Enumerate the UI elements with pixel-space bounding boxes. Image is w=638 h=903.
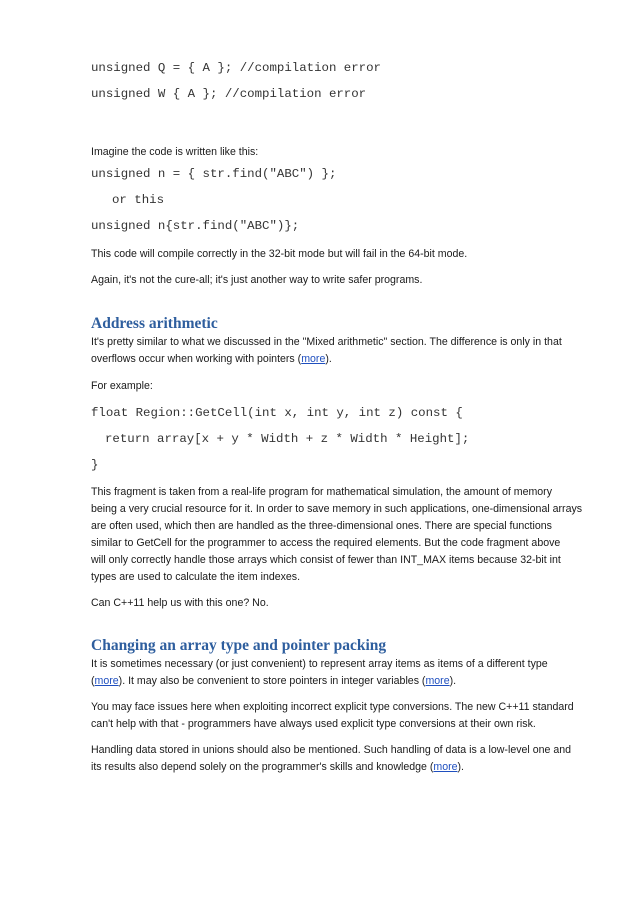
more-link[interactable]: more — [433, 761, 458, 773]
more-link[interactable]: more — [301, 353, 326, 365]
paragraph: This code will compile correctly in the 32-bit mode but will fail in the 64-bit mode. — [91, 248, 468, 260]
paragraph-line: It is sometimes necessary (or just convenient) to represent array items as items of a different type — [91, 658, 548, 670]
paragraph-line — [91, 675, 456, 687]
code-line: or this — [112, 193, 165, 207]
text-run: overflows occur when working with pointers ( — [91, 353, 302, 365]
paragraph: For example: — [91, 380, 153, 392]
more-link[interactable]: more — [94, 675, 119, 687]
text-run: ). — [449, 675, 457, 687]
code-line: unsigned Q = { A }; //compilation error — [91, 61, 381, 75]
code-line: unsigned W { A }; //compilation error — [91, 87, 367, 101]
paragraph-line: similar to GetCell for the programmer to access the required elements. But the code fragment above — [91, 537, 561, 549]
text-run: ). — [457, 761, 464, 773]
paragraph-line: will only correctly handle those arrays which consist of fewer than INT_MAX items because 32-bit int — [91, 554, 561, 566]
text-run: ( — [91, 675, 95, 687]
paragraph: Again, it's not the cure-all; it's just another way to write safer programs. — [91, 274, 423, 286]
paragraph-line: can't help with that - programmers have always used explicit type conversions at their own risk. — [91, 718, 536, 730]
section-heading: Changing an array type and pointer packing — [91, 637, 387, 654]
text-run: its results also depend solely on the programmer's skills and knowledge ( — [91, 761, 434, 773]
paragraph: Imagine the code is written like this: — [91, 146, 259, 158]
section-heading: Address arithmetic — [91, 315, 218, 332]
paragraph-line — [91, 353, 332, 365]
paragraph: Can C++11 help us with this one? No. — [91, 597, 269, 609]
text-run: ). It may also be convenient to store pointers in integer variables ( — [118, 675, 426, 687]
paragraph-line: It's pretty similar to what we discussed in the "Mixed arithmetic" section. The difference is only in that — [91, 336, 562, 348]
text-run: ). — [325, 353, 332, 365]
paragraph-line: types are used to calculate the item indexes. — [91, 571, 301, 583]
code-line: unsigned n{str.find("ABC")}; — [91, 219, 300, 233]
code-line: } — [91, 458, 99, 472]
paragraph-line: You may face issues here when exploiting incorrect explicit type conversions. The new C++11 standard — [91, 701, 574, 713]
code-line: return array[x + y * Width + z * Width * Height]; — [105, 432, 470, 446]
paragraph-line: This fragment is taken from a real-life program for mathematical simulation, the amount of memory — [91, 486, 553, 498]
paragraph-line: are often used, which then are handled as the three-dimensional ones. There are special functions — [91, 520, 552, 532]
paragraph-line: being a very crucial resource for it. In order to save memory in such applications, one-dimensional arrays — [91, 503, 583, 515]
paragraph-line: Handling data stored in unions should also be mentioned. Such handling of data is a low-level one and — [91, 744, 571, 756]
code-line: float Region::GetCell(int x, int y, int z) const { — [91, 406, 463, 420]
code-line: unsigned n = { str.find("ABC") }; — [91, 167, 337, 181]
more-link[interactable]: more — [425, 675, 450, 687]
paragraph-line — [91, 761, 464, 773]
